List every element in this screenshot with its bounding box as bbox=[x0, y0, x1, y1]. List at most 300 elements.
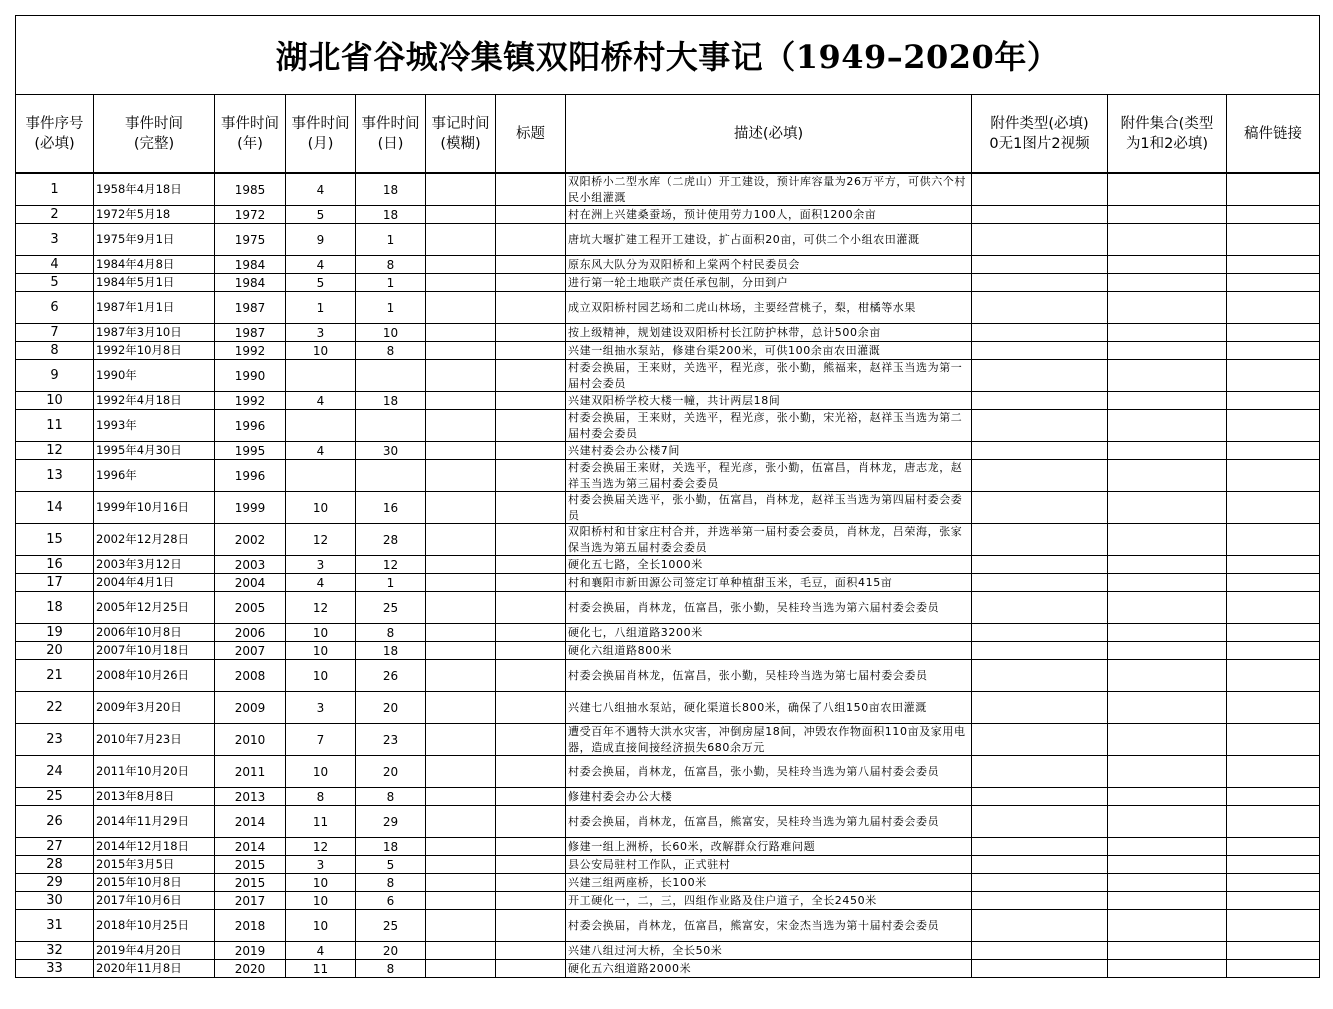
cell-year: 1996 bbox=[215, 460, 286, 492]
table-row bbox=[16, 724, 1320, 756]
cell-year: 2007 bbox=[215, 642, 286, 660]
column-header-text: (月) bbox=[307, 135, 334, 152]
cell-date-full: 2015年10月8日 bbox=[94, 874, 215, 892]
cell-attachment-set bbox=[1108, 960, 1227, 978]
cell-fuzzy-date bbox=[426, 592, 496, 624]
cell-day: 20 bbox=[356, 756, 426, 788]
column-header-text: 0无1图片2视频 bbox=[989, 135, 1090, 152]
cell-fuzzy-date bbox=[426, 724, 496, 756]
column-header-no bbox=[16, 95, 94, 173]
cell-day: 25 bbox=[356, 592, 426, 624]
cell-description: 兴建三组两座桥，长100米 bbox=[566, 874, 972, 892]
cell-month: 10 bbox=[286, 660, 356, 692]
cell-fuzzy-date bbox=[426, 410, 496, 442]
cell-month: 3 bbox=[286, 856, 356, 874]
cell-year: 2014 bbox=[215, 838, 286, 856]
cell-year: 2008 bbox=[215, 660, 286, 692]
cell-month: 4 bbox=[286, 942, 356, 960]
cell-fuzzy-date bbox=[426, 342, 496, 360]
cell-month: 1 bbox=[286, 292, 356, 324]
cell-date-full: 2018年10月25日 bbox=[94, 910, 215, 942]
cell-day bbox=[356, 460, 426, 492]
cell-title bbox=[496, 574, 566, 592]
cell-date-full: 1992年4月18日 bbox=[94, 392, 215, 410]
cell-fuzzy-date bbox=[426, 360, 496, 392]
cell-month: 10 bbox=[286, 910, 356, 942]
cell-month: 11 bbox=[286, 806, 356, 838]
cell-date-full: 2013年8月8日 bbox=[94, 788, 215, 806]
page-title: 湖北省谷城冷集镇双阳桥村大事记（1949–2020年） bbox=[16, 16, 1320, 95]
cell-title bbox=[496, 592, 566, 624]
cell-fuzzy-date bbox=[426, 660, 496, 692]
cell-number: 3 bbox=[16, 224, 94, 256]
table-row bbox=[16, 788, 1320, 806]
header-row bbox=[16, 95, 1320, 173]
cell-title bbox=[496, 756, 566, 788]
cell-month: 12 bbox=[286, 592, 356, 624]
cell-attachment-type bbox=[972, 224, 1108, 256]
cell-title bbox=[496, 360, 566, 392]
cell-number: 4 bbox=[16, 256, 94, 274]
cell-day: 23 bbox=[356, 724, 426, 756]
table-row bbox=[16, 892, 1320, 910]
cell-date-full: 2003年3月12日 bbox=[94, 556, 215, 574]
cell-fuzzy-date bbox=[426, 524, 496, 556]
cell-link bbox=[1227, 756, 1320, 788]
cell-attachment-set bbox=[1108, 342, 1227, 360]
cell-title bbox=[496, 460, 566, 492]
cell-description: 村和襄阳市新田源公司签定订单种植甜玉米，毛豆，面积415亩 bbox=[566, 574, 972, 592]
cell-title bbox=[496, 692, 566, 724]
cell-attachment-type bbox=[972, 342, 1108, 360]
cell-year: 1987 bbox=[215, 324, 286, 342]
cell-month: 4 bbox=[286, 574, 356, 592]
cell-year: 1987 bbox=[215, 292, 286, 324]
cell-link bbox=[1227, 492, 1320, 524]
cell-number: 22 bbox=[16, 692, 94, 724]
cell-description: 进行第一轮土地联产责任承包制，分田到户 bbox=[566, 274, 972, 292]
cell-link bbox=[1227, 574, 1320, 592]
cell-number: 20 bbox=[16, 642, 94, 660]
cell-date-full: 1975年9月1日 bbox=[94, 224, 215, 256]
cell-number: 18 bbox=[16, 592, 94, 624]
cell-description: 按上级精神，规划建设双阳桥村长江防护林带，总计500余亩 bbox=[566, 324, 972, 342]
cell-link bbox=[1227, 592, 1320, 624]
cell-description: 村在洲上兴建桑蚕场，预计使用劳力100人，面积1200余亩 bbox=[566, 206, 972, 224]
cell-link bbox=[1227, 892, 1320, 910]
cell-month: 7 bbox=[286, 724, 356, 756]
cell-description: 双阳桥小二型水库（二虎山）开工建设，预计库容量为26万平方，可供六个村民小组灌溉 bbox=[566, 174, 972, 206]
cell-year: 1984 bbox=[215, 274, 286, 292]
cell-fuzzy-date bbox=[426, 556, 496, 574]
cell-year: 2015 bbox=[215, 874, 286, 892]
column-header-text: 标题 bbox=[516, 125, 545, 142]
cell-day: 20 bbox=[356, 692, 426, 724]
table-row bbox=[16, 942, 1320, 960]
cell-number: 27 bbox=[16, 838, 94, 856]
cell-attachment-set bbox=[1108, 856, 1227, 874]
cell-attachment-type bbox=[972, 256, 1108, 274]
cell-attachment-type bbox=[972, 724, 1108, 756]
table-row bbox=[16, 756, 1320, 788]
cell-attachment-set bbox=[1108, 460, 1227, 492]
cell-attachment-type bbox=[972, 910, 1108, 942]
column-header-text: 事件时间 bbox=[291, 115, 350, 132]
cell-link bbox=[1227, 460, 1320, 492]
cell-number: 5 bbox=[16, 274, 94, 292]
cell-year: 2015 bbox=[215, 856, 286, 874]
cell-description: 硬化六组道路800米 bbox=[566, 642, 972, 660]
cell-link bbox=[1227, 324, 1320, 342]
column-header-text: 事记时间 bbox=[431, 115, 490, 132]
cell-number: 10 bbox=[16, 392, 94, 410]
cell-fuzzy-date bbox=[426, 642, 496, 660]
table-row bbox=[16, 642, 1320, 660]
table-row bbox=[16, 624, 1320, 642]
cell-number: 13 bbox=[16, 460, 94, 492]
cell-attachment-set bbox=[1108, 224, 1227, 256]
column-header-text: 描述(必填) bbox=[733, 125, 804, 142]
cell-year: 2011 bbox=[215, 756, 286, 788]
cell-attachment-type bbox=[972, 324, 1108, 342]
cell-year: 1972 bbox=[215, 206, 286, 224]
cell-title bbox=[496, 874, 566, 892]
cell-date-full: 2007年10月18日 bbox=[94, 642, 215, 660]
cell-number: 1 bbox=[16, 174, 94, 206]
cell-attachment-set bbox=[1108, 324, 1227, 342]
cell-description: 修建一组上洲桥，长60米，改解群众行路难问题 bbox=[566, 838, 972, 856]
table-row bbox=[16, 492, 1320, 524]
table-row bbox=[16, 524, 1320, 556]
cell-title bbox=[496, 392, 566, 410]
cell-year: 2009 bbox=[215, 692, 286, 724]
cell-fuzzy-date bbox=[426, 960, 496, 978]
cell-fuzzy-date bbox=[426, 492, 496, 524]
cell-day: 8 bbox=[356, 256, 426, 274]
cell-date-full: 2008年10月26日 bbox=[94, 660, 215, 692]
cell-date-full: 2010年7月23日 bbox=[94, 724, 215, 756]
cell-title bbox=[496, 892, 566, 910]
cell-link bbox=[1227, 910, 1320, 942]
cell-month: 5 bbox=[286, 274, 356, 292]
cell-day: 18 bbox=[356, 392, 426, 410]
column-header-desc bbox=[566, 95, 972, 173]
column-header-text: 稿件链接 bbox=[1244, 125, 1303, 142]
table-row bbox=[16, 856, 1320, 874]
column-header-day bbox=[356, 95, 426, 173]
cell-number: 19 bbox=[16, 624, 94, 642]
table-row bbox=[16, 910, 1320, 942]
cell-attachment-type bbox=[972, 592, 1108, 624]
cell-day: 8 bbox=[356, 788, 426, 806]
cell-description: 兴建双阳桥学校大楼一幢，共计两层18间 bbox=[566, 392, 972, 410]
cell-attachment-type bbox=[972, 524, 1108, 556]
cell-year: 1995 bbox=[215, 442, 286, 460]
cell-attachment-set bbox=[1108, 838, 1227, 856]
cell-year: 2019 bbox=[215, 942, 286, 960]
cell-month: 10 bbox=[286, 642, 356, 660]
cell-day: 8 bbox=[356, 874, 426, 892]
cell-attachment-set bbox=[1108, 274, 1227, 292]
cell-number: 30 bbox=[16, 892, 94, 910]
cell-attachment-type bbox=[972, 410, 1108, 442]
cell-attachment-set bbox=[1108, 410, 1227, 442]
table-row bbox=[16, 806, 1320, 838]
cell-date-full: 1958年4月18日 bbox=[94, 174, 215, 206]
cell-link bbox=[1227, 410, 1320, 442]
cell-day: 18 bbox=[356, 642, 426, 660]
cell-description: 村委会换届关选平，张小勤，伍富昌，肖林龙，赵祥玉当选为第四届村委会委员 bbox=[566, 492, 972, 524]
cell-link bbox=[1227, 292, 1320, 324]
cell-month: 3 bbox=[286, 324, 356, 342]
cell-date-full: 1996年 bbox=[94, 460, 215, 492]
cell-title bbox=[496, 942, 566, 960]
cell-link bbox=[1227, 174, 1320, 206]
cell-description: 兴建七八组抽水泵站，硬化渠道长800米，确保了八组150亩农田灌溉 bbox=[566, 692, 972, 724]
cell-fuzzy-date bbox=[426, 624, 496, 642]
cell-description: 村委会换届王来财，关选平，程光彦，张小勤，伍富昌，肖林龙，唐志龙，赵祥玉当选为第三届村委会委员 bbox=[566, 460, 972, 492]
cell-number: 15 bbox=[16, 524, 94, 556]
cell-description: 双阳桥村和甘家庄村合并，并选举第一届村委会委员，肖林龙，吕荣海，张家保当选为第五届村委会委员 bbox=[566, 524, 972, 556]
cell-year: 2002 bbox=[215, 524, 286, 556]
cell-title bbox=[496, 224, 566, 256]
cell-description: 遭受百年不遇特大洪水灾害，冲倒房屋18间，冲毁农作物面积110亩及家用电器，造成直接间接经济损失680余万元 bbox=[566, 724, 972, 756]
cell-day: 30 bbox=[356, 442, 426, 460]
table-row bbox=[16, 224, 1320, 256]
cell-fuzzy-date bbox=[426, 788, 496, 806]
cell-day: 6 bbox=[356, 892, 426, 910]
cell-attachment-type bbox=[972, 892, 1108, 910]
cell-link bbox=[1227, 360, 1320, 392]
cell-link bbox=[1227, 960, 1320, 978]
cell-number: 24 bbox=[16, 756, 94, 788]
cell-fuzzy-date bbox=[426, 324, 496, 342]
cell-month: 12 bbox=[286, 838, 356, 856]
cell-title bbox=[496, 292, 566, 324]
cell-attachment-type bbox=[972, 960, 1108, 978]
cell-description: 村委会换届，肖林龙，伍富昌，张小勤，吴桂玲当选为第六届村委会委员 bbox=[566, 592, 972, 624]
cell-fuzzy-date bbox=[426, 856, 496, 874]
cell-description: 村委会换届，肖林龙，伍富昌，张小勤，吴桂玲当选为第八届村委会委员 bbox=[566, 756, 972, 788]
cell-month: 12 bbox=[286, 524, 356, 556]
cell-number: 23 bbox=[16, 724, 94, 756]
cell-fuzzy-date bbox=[426, 942, 496, 960]
events-table bbox=[15, 15, 1320, 978]
cell-description: 唐坑大堰扩建工程开工建设，扩占面积20亩，可供二个小组农田灌溉 bbox=[566, 224, 972, 256]
column-header-text: 事件时间 bbox=[125, 115, 183, 132]
cell-title bbox=[496, 410, 566, 442]
cell-attachment-set bbox=[1108, 660, 1227, 692]
cell-date-full: 2020年11月8日 bbox=[94, 960, 215, 978]
cell-month: 9 bbox=[286, 224, 356, 256]
table-row bbox=[16, 274, 1320, 292]
cell-fuzzy-date bbox=[426, 292, 496, 324]
cell-date-full: 1984年4月8日 bbox=[94, 256, 215, 274]
cell-link bbox=[1227, 206, 1320, 224]
column-header-fuzzy bbox=[426, 95, 496, 173]
cell-link bbox=[1227, 874, 1320, 892]
cell-year: 1992 bbox=[215, 392, 286, 410]
cell-date-full: 1992年10月8日 bbox=[94, 342, 215, 360]
cell-day: 29 bbox=[356, 806, 426, 838]
cell-description: 村委会换届肖林龙，伍富昌，张小勤，吴桂玲当选为第七届村委会委员 bbox=[566, 660, 972, 692]
cell-link bbox=[1227, 224, 1320, 256]
cell-date-full: 2019年4月20日 bbox=[94, 942, 215, 960]
cell-attachment-set bbox=[1108, 292, 1227, 324]
cell-attachment-set bbox=[1108, 492, 1227, 524]
cell-date-full: 2002年12月28日 bbox=[94, 524, 215, 556]
table-row bbox=[16, 960, 1320, 978]
cell-year: 2017 bbox=[215, 892, 286, 910]
table-row bbox=[16, 174, 1320, 206]
column-header-text: 事件时间 bbox=[221, 115, 279, 132]
column-header-text: 为1和2必填) bbox=[1125, 135, 1209, 152]
column-header-text: (必填) bbox=[34, 135, 75, 152]
cell-day: 8 bbox=[356, 960, 426, 978]
cell-link bbox=[1227, 856, 1320, 874]
cell-month: 10 bbox=[286, 624, 356, 642]
cell-fuzzy-date bbox=[426, 574, 496, 592]
cell-date-full: 2014年12月18日 bbox=[94, 838, 215, 856]
cell-day bbox=[356, 360, 426, 392]
table-row bbox=[16, 592, 1320, 624]
cell-day: 8 bbox=[356, 624, 426, 642]
cell-link bbox=[1227, 806, 1320, 838]
cell-attachment-set bbox=[1108, 874, 1227, 892]
cell-title bbox=[496, 174, 566, 206]
cell-number: 28 bbox=[16, 856, 94, 874]
column-header-attachment-type bbox=[972, 95, 1108, 173]
cell-attachment-type bbox=[972, 442, 1108, 460]
cell-attachment-set bbox=[1108, 360, 1227, 392]
cell-number: 17 bbox=[16, 574, 94, 592]
table-row bbox=[16, 442, 1320, 460]
cell-attachment-set bbox=[1108, 256, 1227, 274]
cell-year: 2020 bbox=[215, 960, 286, 978]
cell-attachment-set bbox=[1108, 556, 1227, 574]
cell-title bbox=[496, 256, 566, 274]
cell-description: 村委会换届，王来财，关选平，程光彦，张小勤，宋光裕，赵祥玉当选为第二届村委会委员 bbox=[566, 410, 972, 442]
cell-month: 4 bbox=[286, 174, 356, 206]
cell-fuzzy-date bbox=[426, 838, 496, 856]
cell-fuzzy-date bbox=[426, 206, 496, 224]
column-header-text: (完整) bbox=[133, 135, 175, 152]
table-row bbox=[16, 410, 1320, 442]
cell-attachment-set bbox=[1108, 174, 1227, 206]
cell-date-full: 2014年11月29日 bbox=[94, 806, 215, 838]
cell-month bbox=[286, 360, 356, 392]
cell-number: 31 bbox=[16, 910, 94, 942]
cell-title bbox=[496, 660, 566, 692]
cell-attachment-type bbox=[972, 692, 1108, 724]
cell-fuzzy-date bbox=[426, 874, 496, 892]
cell-attachment-type bbox=[972, 788, 1108, 806]
cell-title bbox=[496, 910, 566, 942]
cell-description: 成立双阳桥村园艺场和二虎山林场，主要经营桃子，梨，柑橘等水果 bbox=[566, 292, 972, 324]
cell-link bbox=[1227, 274, 1320, 292]
cell-attachment-set bbox=[1108, 788, 1227, 806]
cell-fuzzy-date bbox=[426, 174, 496, 206]
table-row bbox=[16, 392, 1320, 410]
cell-fuzzy-date bbox=[426, 460, 496, 492]
table-row bbox=[16, 692, 1320, 724]
cell-number: 29 bbox=[16, 874, 94, 892]
cell-fuzzy-date bbox=[426, 392, 496, 410]
cell-year: 2013 bbox=[215, 788, 286, 806]
cell-link bbox=[1227, 838, 1320, 856]
cell-title bbox=[496, 274, 566, 292]
cell-date-full: 1990年 bbox=[94, 360, 215, 392]
cell-description: 兴建一组抽水泵站，修建台渠200米，可供100余亩农田灌溉 bbox=[566, 342, 972, 360]
cell-year: 2006 bbox=[215, 624, 286, 642]
cell-link bbox=[1227, 556, 1320, 574]
cell-description: 兴建村委会办公楼7间 bbox=[566, 442, 972, 460]
cell-number: 26 bbox=[16, 806, 94, 838]
cell-attachment-set bbox=[1108, 574, 1227, 592]
cell-number: 32 bbox=[16, 942, 94, 960]
cell-attachment-type bbox=[972, 460, 1108, 492]
cell-attachment-type bbox=[972, 806, 1108, 838]
cell-title bbox=[496, 838, 566, 856]
cell-description: 修建村委会办公大楼 bbox=[566, 788, 972, 806]
cell-link bbox=[1227, 524, 1320, 556]
cell-number: 9 bbox=[16, 360, 94, 392]
table-row bbox=[16, 874, 1320, 892]
cell-attachment-type bbox=[972, 574, 1108, 592]
table-row bbox=[16, 660, 1320, 692]
cell-attachment-set bbox=[1108, 692, 1227, 724]
cell-number: 12 bbox=[16, 442, 94, 460]
cell-description: 硬化五七路，全长1000米 bbox=[566, 556, 972, 574]
cell-link bbox=[1227, 442, 1320, 460]
cell-date-full: 1995年4月30日 bbox=[94, 442, 215, 460]
table-row bbox=[16, 206, 1320, 224]
cell-year: 1999 bbox=[215, 492, 286, 524]
cell-day: 8 bbox=[356, 342, 426, 360]
column-header-attachment-set bbox=[1108, 95, 1227, 173]
column-header-text: 事件时间 bbox=[361, 115, 420, 132]
cell-fuzzy-date bbox=[426, 224, 496, 256]
cell-attachment-type bbox=[972, 624, 1108, 642]
cell-description: 硬化五六组道路2000米 bbox=[566, 960, 972, 978]
cell-link bbox=[1227, 392, 1320, 410]
cell-number: 11 bbox=[16, 410, 94, 442]
cell-fuzzy-date bbox=[426, 274, 496, 292]
cell-description: 开工硬化一，二，三，四组作业路及住户道子，全长2450米 bbox=[566, 892, 972, 910]
cell-fuzzy-date bbox=[426, 910, 496, 942]
column-header-text: 事件序号 bbox=[25, 115, 84, 132]
column-header-text: 附件集合(类型 bbox=[1120, 115, 1214, 132]
cell-number: 33 bbox=[16, 960, 94, 978]
cell-date-full: 1999年10月16日 bbox=[94, 492, 215, 524]
table-body bbox=[16, 174, 1320, 978]
cell-date-full: 2006年10月8日 bbox=[94, 624, 215, 642]
cell-month: 10 bbox=[286, 756, 356, 788]
cell-description: 村委会换届，肖林龙，伍富昌，熊富安，宋金杰当选为第十届村委会委员 bbox=[566, 910, 972, 942]
cell-description: 硬化七，八组道路3200米 bbox=[566, 624, 972, 642]
cell-month: 10 bbox=[286, 892, 356, 910]
cell-title bbox=[496, 342, 566, 360]
cell-date-full: 2015年3月5日 bbox=[94, 856, 215, 874]
cell-title bbox=[496, 960, 566, 978]
cell-link bbox=[1227, 788, 1320, 806]
cell-title bbox=[496, 806, 566, 838]
cell-link bbox=[1227, 942, 1320, 960]
cell-year: 1975 bbox=[215, 224, 286, 256]
cell-date-full: 2009年3月20日 bbox=[94, 692, 215, 724]
cell-day: 1 bbox=[356, 292, 426, 324]
cell-year: 1984 bbox=[215, 256, 286, 274]
